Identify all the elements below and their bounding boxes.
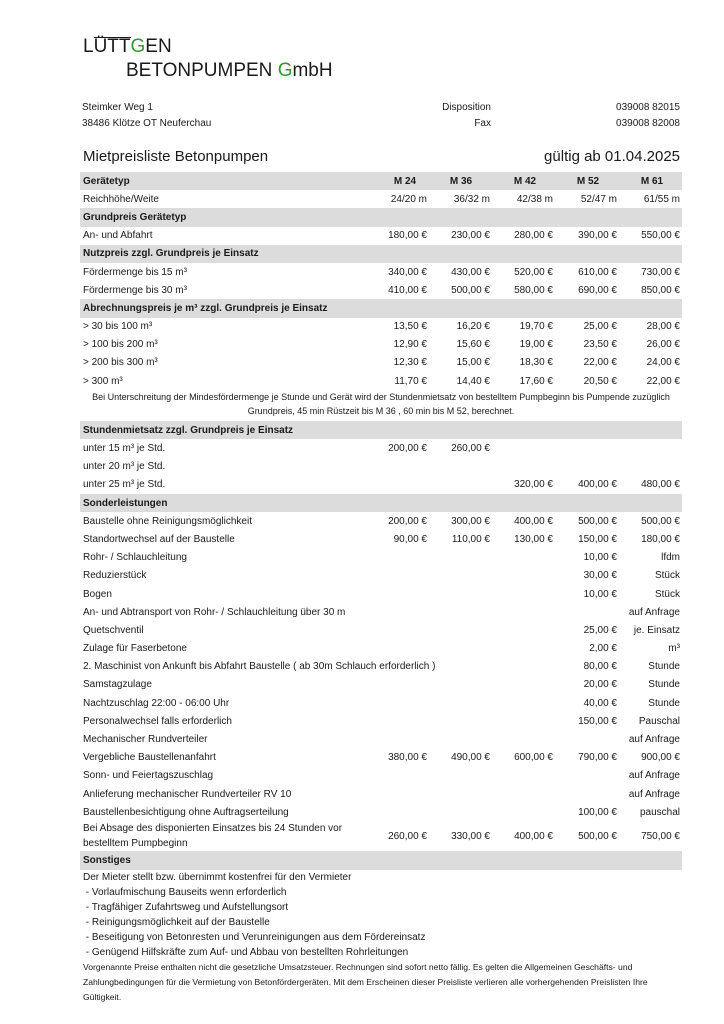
table-row (80, 439, 682, 457)
cell: 13,50 € (393, 321, 427, 333)
cell: auf Anfrage (628, 770, 680, 782)
column-header-label: Gerätetyp (83, 175, 130, 187)
cell: 24/20 m (390, 193, 427, 205)
row-label: unter 15 m³ je Std. (83, 443, 166, 455)
row-label: Samstagzulage (83, 679, 152, 691)
table-row (80, 549, 682, 567)
cell: 340,00 € (388, 266, 427, 278)
cell: 23,50 € (583, 339, 617, 351)
sonstiges-list (80, 885, 682, 960)
table-row (80, 821, 682, 851)
abrechnung-rows (80, 318, 682, 391)
sonstiges-intro: Der Mieter stellt bzw. übernimmt kostenfrei für den Vermieter (83, 871, 352, 883)
cell: 690,00 € (578, 284, 617, 296)
terms-footer: Vorgenannte Preise enthalten nicht die gesetzliche Umsatzsteuer. Rechnungen sind sofort netto fällig. Es gelten die Allgemeinen Geschäfts- und Zahlungbedingungen für die Vermietung von Betonfördergeräten. Mit dem Erscheinen dieser Preisliste verlieren alle vorhergehenden Preislisten Ihre Gültigkeit. (83, 961, 648, 1002)
valid-from-date: gültig ab 01.04.2025 (544, 148, 680, 165)
disposition-label: Disposition (442, 102, 491, 113)
logo-line-2 (126, 60, 333, 82)
cell: 320,00 € (514, 479, 553, 491)
section-title: Sonderleistungen (83, 497, 168, 509)
cell: 430,00 € (451, 266, 490, 278)
cell: 580,00 € (514, 284, 553, 296)
row-label: > 30 bis 100 m³ (83, 321, 153, 333)
company-address (82, 100, 211, 132)
section-header (80, 245, 682, 263)
table-header-row (80, 172, 682, 190)
company-logo (83, 36, 333, 81)
logo-green-letter: G (130, 36, 146, 57)
cell: lfdm (661, 552, 680, 564)
section-title: Nutzpreis zzgl. Grundpreis je Einsatz (83, 248, 259, 260)
table-row (80, 658, 682, 676)
cell: 900,00 € (641, 752, 680, 764)
logo-text: BETONPUMPEN (126, 60, 278, 81)
table-row (80, 372, 682, 390)
cell: 52/47 m (580, 193, 617, 205)
cell: m³ (668, 643, 680, 655)
cell: 22,00 € (583, 357, 617, 369)
cell: 28,00 € (646, 321, 680, 333)
column-header: M 36 (449, 175, 473, 187)
cell: 25,00 € (583, 624, 617, 636)
row-label: Fördermenge bis 15 m³ (83, 266, 187, 278)
table-row (80, 567, 682, 585)
table-row (80, 476, 682, 494)
cell: 36/32 m (453, 193, 490, 205)
table-row (80, 281, 682, 299)
cell: 130,00 € (514, 533, 553, 545)
list-item: - Vorlaufmischung Bauseits wenn erforderlich (83, 886, 287, 898)
table-row (80, 336, 682, 354)
table-row (80, 512, 682, 530)
logo-text: EN (145, 36, 172, 57)
cell: 10,00 € (583, 552, 617, 564)
cell: 40,00 € (583, 697, 617, 709)
cell: 520,00 € (514, 266, 553, 278)
sonderleistungen-rows (80, 512, 682, 851)
cell: 100,00 € (578, 806, 617, 818)
column-header: M 52 (576, 175, 600, 187)
cell: 260,00 € (451, 443, 490, 455)
cell: 600,00 € (514, 752, 553, 764)
table-row (80, 530, 682, 548)
cell: 500,00 € (641, 515, 680, 527)
table-row (80, 767, 682, 785)
cell: 24,00 € (646, 357, 680, 369)
row-label: Vergebliche Baustellenanfahrt (83, 752, 216, 764)
column-header: M 24 (393, 175, 417, 187)
cell: je. Einsatz (633, 624, 680, 636)
section-header (80, 299, 682, 317)
cell: 15,60 € (456, 339, 490, 351)
cell: 150,00 € (578, 715, 617, 727)
cell: 390,00 € (578, 230, 617, 242)
column-header: M 61 (640, 175, 664, 187)
disposition-phone: 039008 82015 (616, 102, 680, 113)
section-title: Stundenmietsatz zzgl. Grundpreis je Einsatz (83, 424, 294, 436)
cell: 730,00 € (641, 266, 680, 278)
cell: 90,00 € (393, 533, 427, 545)
cell: 150,00 € (578, 533, 617, 545)
cell: 26,00 € (646, 339, 680, 351)
contact-labels (400, 100, 491, 132)
logo-text: L (83, 36, 94, 57)
cell: 19,70 € (519, 321, 553, 333)
row-label: Quetschventil (83, 624, 144, 636)
cell: 180,00 € (388, 230, 427, 242)
cell: 42/38 m (516, 193, 553, 205)
cell: pauschal (639, 806, 680, 818)
cell: 17,60 € (519, 375, 553, 387)
fax-label: Fax (474, 118, 491, 129)
cell: Stück (654, 570, 680, 582)
cell: 500,00 € (578, 830, 617, 842)
stundenmietsatz-rows (80, 439, 682, 494)
column-header: M 42 (513, 175, 537, 187)
logo-overlined-text: ÜTT (93, 36, 131, 57)
table-row (80, 785, 682, 803)
cell: 610,00 € (578, 266, 617, 278)
cell: 480,00 € (641, 479, 680, 491)
row-label: Reduzierstück (83, 570, 147, 582)
row-label: Nachtzuschlag 22:00 - 06:00 Uhr (83, 697, 230, 709)
list-item: - Reinigungsmöglichkeit auf der Baustelle (83, 916, 270, 928)
row-label: Standortwechsel auf der Baustelle (83, 533, 235, 545)
table-row (80, 354, 682, 372)
cell: 200,00 € (388, 515, 427, 527)
cell: 550,00 € (641, 230, 680, 242)
table-row (80, 190, 682, 208)
table-row (80, 640, 682, 658)
cell: 110,00 € (451, 533, 490, 545)
cell: 410,00 € (388, 284, 427, 296)
cell: Stunde (648, 697, 680, 709)
cell: 400,00 € (514, 830, 553, 842)
cell: 12,30 € (393, 357, 427, 369)
cell: 25,00 € (583, 321, 617, 333)
row-label: > 300 m³ (83, 375, 123, 387)
section-header (80, 494, 682, 512)
cell: 20,00 € (583, 679, 617, 691)
table-row (80, 712, 682, 730)
cell: 500,00 € (451, 284, 490, 296)
row-label: An- und Abfahrt (83, 230, 153, 242)
nutzpreis-rows (80, 263, 682, 299)
table-row (80, 730, 682, 748)
cell: Stunde (648, 679, 680, 691)
contact-values (560, 100, 680, 132)
row-label: unter 20 m³ je Std. (83, 461, 166, 473)
cell: 300,00 € (451, 515, 490, 527)
cell: 380,00 € (388, 752, 427, 764)
cell: 20,50 € (583, 375, 617, 387)
address-street: Steimker Weg 1 (82, 102, 153, 113)
table-row (80, 263, 682, 281)
cell: 330,00 € (451, 830, 490, 842)
cell: Pauschal (638, 715, 680, 727)
document-title: Mietpreisliste Betonpumpen (83, 148, 269, 165)
row-label: > 200 bis 300 m³ (83, 357, 158, 369)
cell: 230,00 € (451, 230, 490, 242)
cell: auf Anfrage (628, 734, 680, 746)
logo-text: mbH (292, 60, 333, 81)
cell: 2,00 € (589, 643, 617, 655)
row-label: Mechanischer Rundverteiler (83, 734, 208, 746)
table-row (80, 621, 682, 639)
table-row (80, 585, 682, 603)
row-label: unter 25 m³ je Std. (83, 479, 166, 491)
cell: 490,00 € (451, 752, 490, 764)
cell: 500,00 € (578, 515, 617, 527)
row-label: An- und Abtransport von Rohr- / Schlauchleitung über 30 m (83, 606, 346, 618)
cell: 200,00 € (388, 443, 427, 455)
list-item: - Tragfähiger Zufahrtsweg und Aufstellungsort (83, 901, 289, 913)
cell: auf Anfrage (628, 788, 680, 800)
table-row (80, 676, 682, 694)
cell: 750,00 € (641, 830, 680, 842)
logo-green-letter: G (277, 60, 293, 81)
section-title: Grundpreis Gerätetyp (83, 211, 187, 223)
cell: 18,30 € (519, 357, 553, 369)
cell: 12,90 € (393, 339, 427, 351)
cell: 15,00 € (456, 357, 490, 369)
section-header (80, 421, 682, 439)
row-label: Anlieferung mechanischer Rundverteiler RV 10 (83, 788, 292, 800)
row-label: Fördermenge bis 30 m³ (83, 284, 187, 296)
cell: 790,00 € (578, 752, 617, 764)
row-label: Bogen (83, 588, 112, 600)
row-label: Reichhöhe/Weite (83, 193, 159, 205)
row-label: Baustellenbesichtigung ohne Auftragserteilung (83, 806, 289, 818)
cell: 400,00 € (514, 515, 553, 527)
section-header (80, 208, 682, 226)
cell: Stück (654, 588, 680, 600)
section-title: Sonstiges (83, 854, 131, 866)
cell: 14,40 € (456, 375, 490, 387)
logo-line-1 (83, 36, 172, 58)
row-label: Bei Absage des disponierten Einsatzes bis 24 Stunden vor bestelltem Pumpbeginn (83, 823, 343, 850)
cell: Stunde (648, 661, 680, 673)
address-city: 38486 Klötze OT Neuferchau (82, 118, 212, 129)
cell: 10,00 € (583, 588, 617, 600)
table-row (80, 749, 682, 767)
price-table (80, 172, 682, 1005)
cell: 180,00 € (641, 533, 680, 545)
table-row (80, 603, 682, 621)
row-label: Rohr- / Schlauchleitung (83, 552, 187, 564)
row-label: Zulage für Faserbetone (83, 643, 187, 655)
row-label: Personalwechsel falls erforderlich (83, 715, 232, 727)
table-row (80, 803, 682, 821)
row-label: Baustelle ohne Reinigungsmöglichkeit (83, 515, 252, 527)
cell: 30,00 € (583, 570, 617, 582)
table-row (80, 227, 682, 245)
cell: 11,70 € (394, 375, 427, 387)
cell: 22,00 € (646, 375, 680, 387)
table-row (80, 694, 682, 712)
cell: 260,00 € (388, 830, 427, 842)
table-row (80, 458, 682, 476)
section-title: Abrechnungspreis je m³ zzgl. Grundpreis je Einsatz (83, 302, 328, 314)
row-label: 2. Maschinist von Ankunft bis Abfahrt Baustelle ( ab 30m Schlauch erforderlich ) (83, 661, 436, 673)
fax-number: 039008 82008 (616, 118, 680, 129)
cell: 16,20 € (456, 321, 490, 333)
cell: 80,00 € (583, 661, 617, 673)
table-row (80, 318, 682, 336)
cell: 850,00 € (641, 284, 680, 296)
row-label: Sonn- und Feiertagszuschlag (83, 770, 214, 782)
minimum-quantity-note: Bei Unterschreitung der Mindesfördermenge je Stunde und Gerät wird der Stundenmietsatz von bestelltem Pumpbeginn bis Pumpende zuzüglich Grundpreis, 45 min Rüstzeit bis M 36 , 60 min bis M 52, berechnet. (92, 392, 670, 416)
cell: 400,00 € (578, 479, 617, 491)
list-item: - Beseitigung von Betonresten und Verunreinigungen aus dem Fördereinsatz (83, 931, 426, 943)
cell: auf Anfrage (628, 606, 680, 618)
cell: 280,00 € (514, 230, 553, 242)
row-label: > 100 bis 200 m³ (83, 339, 158, 351)
cell: 61/55 m (643, 193, 680, 205)
cell: 19,00 € (519, 339, 553, 351)
section-header (80, 851, 682, 869)
list-item: - Genügend Hilfskräfte zum Auf- und Abbau von bestellten Rohrleitungen (83, 946, 409, 958)
